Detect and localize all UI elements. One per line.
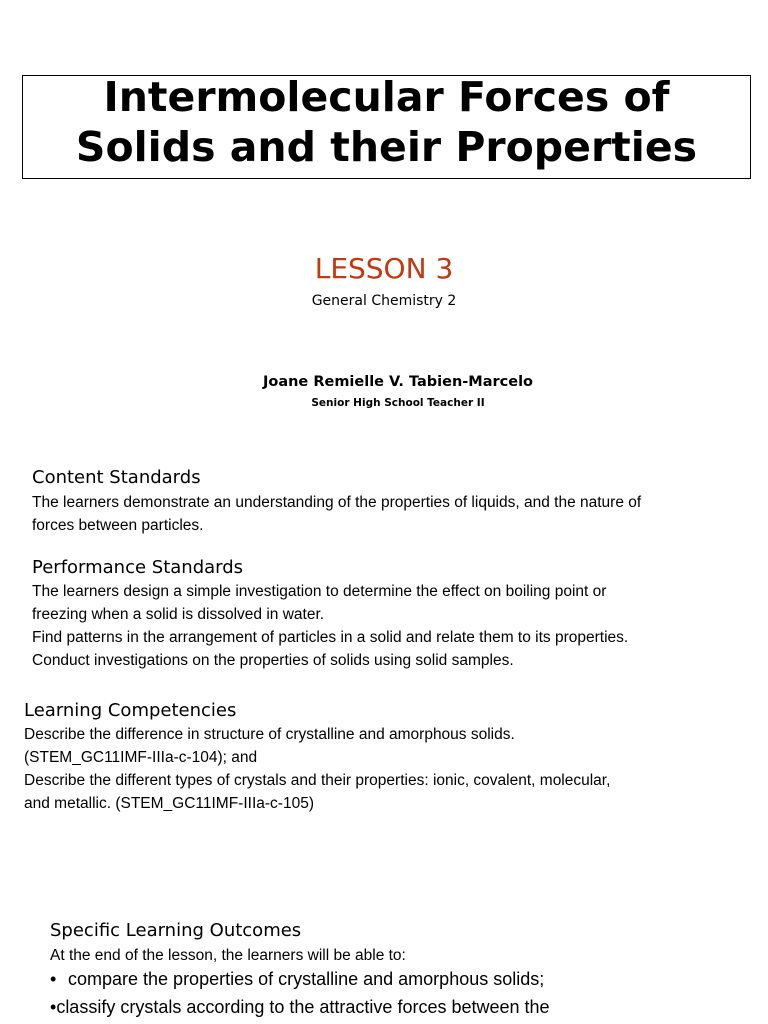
- performance-standards-line: freezing when a solid is dissolved in water.: [32, 606, 325, 623]
- specific-outcomes-intro: At the end of the lesson, the learners will be able to:: [50, 947, 406, 964]
- learning-competencies-line: and metallic. (STEM_GC11IMF-IIIa-c-105): [24, 795, 314, 812]
- title-line-2: Solids and their Properties: [75, 123, 698, 171]
- performance-standards-line: Conduct investigations on the properties of solids using solid samples.: [32, 652, 514, 669]
- author-name: Joane Remielle V. Tabien-Marcelo: [262, 374, 534, 390]
- content-standards-heading: Content Standards: [32, 467, 201, 488]
- learning-competencies-line: (STEM_GC11IMF-IIIa-c-104); and: [24, 749, 258, 766]
- title-line-1: Intermolecular Forces of: [103, 73, 670, 121]
- outcome-list-item: [50, 994, 550, 1020]
- content-standards-line: forces between particles.: [32, 517, 204, 534]
- outcome-text: classify crystals according to the attractive forces between the: [56, 997, 550, 1017]
- outcome-list-item: [50, 966, 544, 992]
- lesson-label: LESSON 3: [314, 252, 454, 285]
- content-standards-line: The learners demonstrate an understanding of the properties of liquids, and the nature of: [32, 494, 642, 511]
- learning-competencies-line: Describe the different types of crystals and their properties: ionic, covalent, molecular,: [24, 772, 611, 789]
- specific-outcomes-heading: Specific Learning Outcomes: [50, 920, 302, 941]
- learning-competencies-line: Describe the difference in structure of crystalline and amorphous solids.: [24, 726, 515, 743]
- course-name: General Chemistry 2: [311, 293, 457, 309]
- performance-standards-line: The learners design a simple investigation to determine the effect on boiling point or: [32, 583, 607, 600]
- learning-competencies-heading: Learning Competencies: [24, 700, 237, 721]
- bullet-icon: •: [50, 997, 57, 1017]
- title-box: [22, 75, 751, 179]
- author-role: Senior High School Teacher II: [311, 397, 485, 409]
- bullet-icon: •: [50, 969, 57, 989]
- performance-standards-heading: Performance Standards: [32, 557, 244, 578]
- outcome-text: compare the properties of crystalline and amorphous solids;: [68, 969, 545, 989]
- performance-standards-line: Find patterns in the arrangement of particles in a solid and relate them to its properties.: [32, 629, 629, 646]
